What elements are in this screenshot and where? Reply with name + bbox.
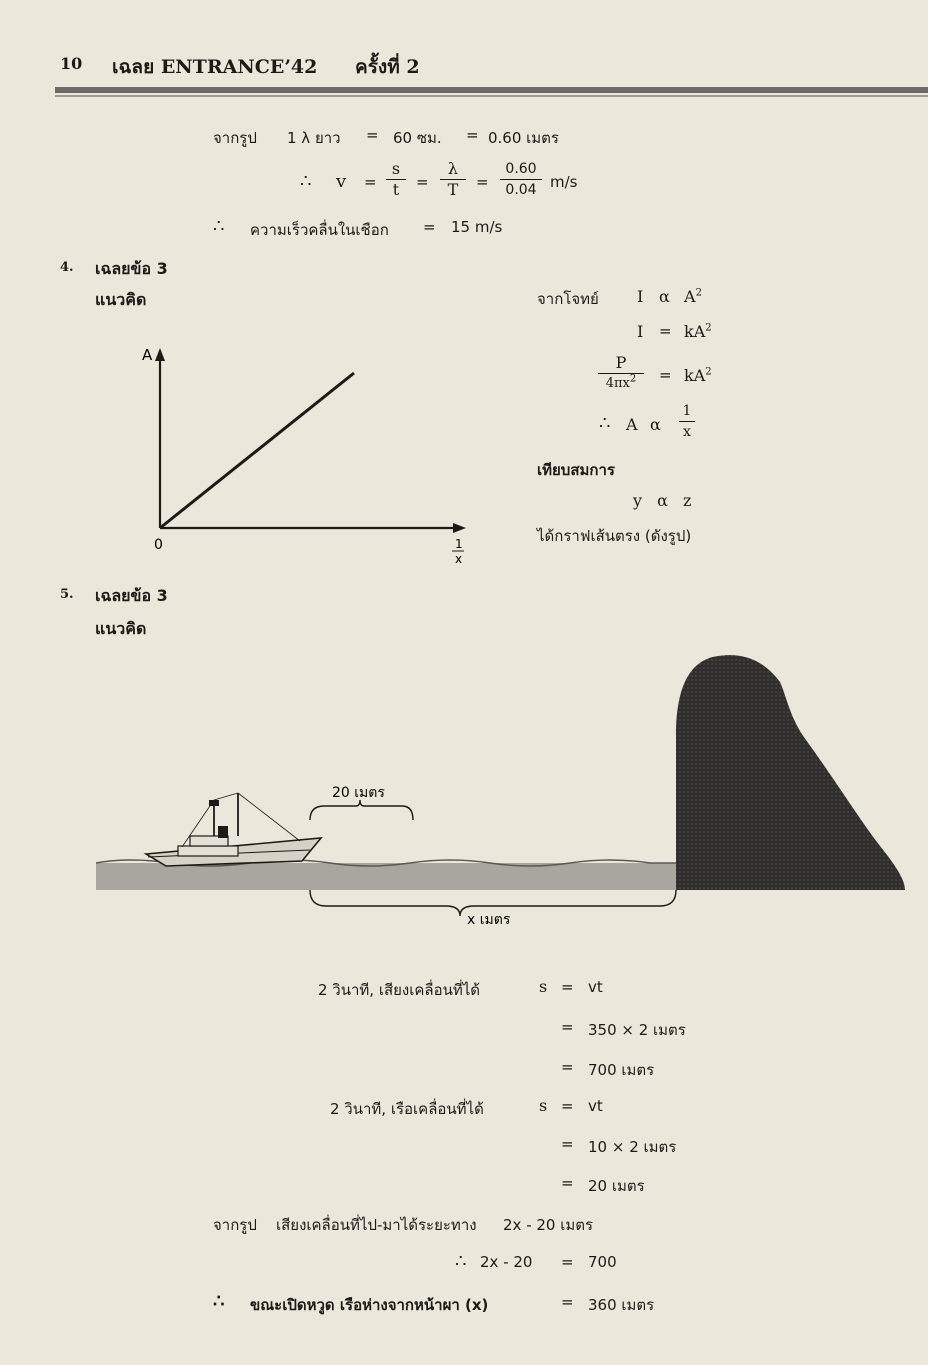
fraction-denominator: t	[392, 180, 400, 199]
from-figure-expression: 2x - 20 เมตร	[503, 1216, 594, 1234]
sea	[96, 863, 706, 890]
sound-distance-label: 2 วินาที, เสียงเคลื่อนที่ได้	[318, 981, 481, 999]
fraction-numerator: 1	[682, 403, 692, 419]
equals-sign: =	[561, 1135, 574, 1153]
final-answer-value: 360 เมตร	[588, 1296, 655, 1314]
eq2-relation: =	[659, 322, 672, 340]
fraction-numerator: s	[391, 159, 401, 178]
fraction-numerator: 0.60	[505, 161, 537, 177]
fraction-bar	[679, 421, 695, 422]
question-4-concept: แนวคิด	[95, 290, 147, 309]
wavelength-eq1: =	[366, 126, 379, 144]
wavelength-eq2: =	[466, 126, 479, 144]
from-figure-text: เสียงเคลื่อนที่ไป-มาได้ระยะทาง	[276, 1216, 477, 1234]
square-exponent: 2	[705, 366, 712, 378]
proportional-line	[160, 373, 354, 528]
eq1-rhs: $A^2$	[684, 287, 702, 306]
equation-rhs: 700	[588, 1253, 617, 1271]
inverse-x-fraction	[679, 402, 695, 441]
compare-label: เทียบสมการ	[537, 461, 615, 479]
ship-distance-var: s	[539, 1096, 548, 1115]
therefore-symbol: ∴	[213, 216, 225, 237]
eq1-lhs: I	[637, 287, 644, 306]
ship-rigging	[238, 793, 300, 841]
equals-sign: =	[561, 1293, 574, 1311]
ship-flag	[209, 800, 219, 806]
fraction-numerator: λ	[447, 159, 459, 178]
ship-distance-label: 2 วินาที, เรือเคลื่อนที่ได้	[330, 1100, 484, 1118]
fraction-denominator: 0.04	[505, 182, 537, 198]
question-4-number: 4.	[60, 260, 74, 275]
velocity-symbol: v	[336, 171, 347, 192]
therefore-symbol: ∴	[300, 171, 312, 192]
equals-sign: =	[416, 173, 429, 191]
header-rule	[55, 87, 928, 93]
final-answer-label: ขณะเปิดหวูด เรือห่างจากหน้าผา (x)	[250, 1296, 489, 1314]
therefore-symbol: ∴	[599, 413, 611, 434]
x-axis-label-denominator: x	[455, 552, 463, 566]
fraction-lambda-over-T	[440, 160, 466, 199]
eq4-relation: α	[650, 415, 661, 434]
x-axis-arrow	[453, 523, 466, 533]
ship-cabin	[178, 846, 238, 856]
intensity-fraction	[598, 354, 644, 393]
ship-distance-result: 20 เมตร	[588, 1177, 645, 1195]
page-number: 10	[60, 54, 83, 73]
equation-lhs: 2x - 20	[480, 1253, 533, 1271]
sound-distance-var: s	[539, 977, 548, 996]
velocity-unit: m/s	[550, 173, 578, 191]
ship-distance-substitution: 10 × 2 เมตร	[588, 1138, 677, 1156]
sound-distance-formula: vt	[588, 978, 603, 996]
eq3-relation: =	[659, 366, 672, 384]
equals-sign: =	[561, 1174, 574, 1192]
graph-conclusion: ได้กราฟเส้นตรง (ดังรูป)	[537, 527, 692, 545]
fraction-numerator: P	[615, 353, 627, 372]
x-axis-label-numerator: 1	[455, 537, 463, 551]
eq3-rhs: $kA^2$	[684, 366, 712, 385]
question-5-number: 5.	[60, 587, 74, 602]
twenty-meter-bracket	[310, 800, 413, 820]
header-rule-thin	[55, 95, 928, 97]
fraction-numeric	[500, 160, 542, 199]
sound-distance-substitution: 350 × 2 เมตร	[588, 1021, 686, 1039]
equals-sign: =	[561, 978, 574, 996]
square-exponent: 2	[629, 373, 637, 385]
square-exponent: 2	[705, 322, 712, 334]
ship-cliff-illustration	[90, 650, 920, 940]
therefore-symbol: ∴	[455, 1251, 467, 1272]
wavelength-label: จากรูป	[213, 129, 257, 147]
eq2-lhs: I	[637, 322, 644, 341]
question-5-answer: เฉลยข้อ 3	[95, 586, 168, 605]
square-exponent: 2	[695, 287, 702, 299]
therefore-symbol: ∴	[213, 1291, 225, 1312]
equals-sign: =	[561, 1097, 574, 1115]
wavelength-expr: 1 λ ยาว	[287, 129, 341, 147]
compare-expression: y α z	[633, 491, 692, 510]
fraction-denominator: T	[447, 180, 459, 199]
page-header-title: เฉลย ENTRANCE’42	[112, 56, 318, 78]
equals-sign: =	[561, 1058, 574, 1076]
equals-sign: =	[364, 173, 377, 191]
amplitude-graph	[130, 335, 490, 575]
ship-rigging	[214, 793, 238, 800]
eq1-relation: α	[659, 287, 670, 306]
equals-sign: =	[561, 1253, 574, 1271]
sound-distance-result: 700 เมตร	[588, 1061, 655, 1079]
question-4-answer: เฉลยข้อ 3	[95, 259, 168, 278]
eq4-lhs: A	[626, 415, 638, 434]
page-header-subtitle: ครั้งที่ 2	[355, 56, 420, 78]
equals-sign: =	[423, 218, 436, 236]
eq2-rhs: $kA^2$	[684, 322, 712, 341]
y-axis-label: A	[142, 346, 153, 364]
equals-sign: =	[476, 173, 489, 191]
fraction-denominator: x	[683, 424, 691, 440]
x-meter-label: x เมตร	[467, 912, 511, 928]
twenty-meter-label: 20 เมตร	[332, 785, 385, 801]
fraction-s-over-t	[386, 160, 406, 199]
y-axis-arrow	[155, 348, 165, 361]
wave-speed-label: ความเร็วคลื่นในเชือก	[250, 221, 389, 239]
fraction-denominator: $4\pi x^2$	[605, 373, 637, 391]
equals-sign: =	[561, 1018, 574, 1036]
fraction-bar	[500, 179, 542, 180]
cliff	[676, 655, 905, 890]
from-problem-label: จากโจทย์	[537, 290, 599, 308]
origin-label: 0	[154, 537, 163, 553]
wave-speed-value: 15 m/s	[451, 218, 503, 236]
ship-distance-formula: vt	[588, 1097, 603, 1115]
question-5-concept: แนวคิด	[95, 619, 147, 638]
from-figure-label: จากรูป	[213, 1216, 257, 1234]
wavelength-m: 0.60 เมตร	[488, 129, 559, 147]
fraction-bar	[598, 373, 644, 374]
wavelength-cm: 60 ซม.	[393, 129, 442, 147]
ship-funnel	[218, 826, 228, 838]
